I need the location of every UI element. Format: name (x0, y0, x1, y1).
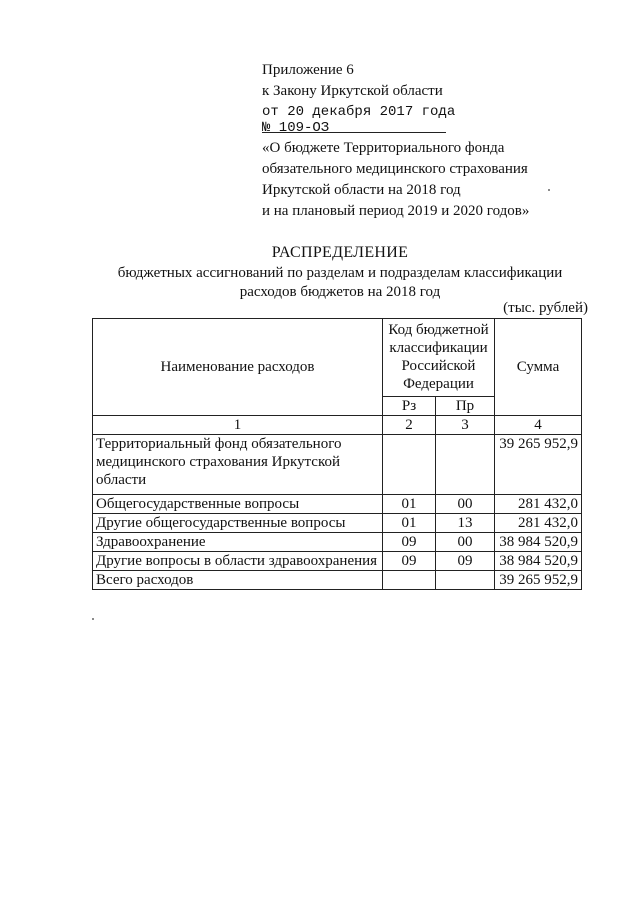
table-row (93, 552, 582, 571)
header-pr: Пр (436, 397, 495, 416)
col-number-2: 2 (383, 416, 436, 435)
table-row (93, 495, 582, 514)
scan-speck (92, 618, 94, 620)
row-pr (436, 435, 495, 495)
row-rz: 09 (383, 533, 436, 552)
row-sum: 39 265 952,9 (495, 435, 582, 495)
header-row (93, 319, 582, 397)
row-pr: 13 (436, 514, 495, 533)
row-rz (383, 435, 436, 495)
row-pr: 00 (436, 495, 495, 514)
row-rz: 01 (383, 495, 436, 514)
row-name: Здравоохранение (93, 533, 383, 552)
total-label: Всего расходов (93, 571, 383, 590)
row-name: Общегосударственные вопросы (93, 495, 383, 514)
header-sum: Сумма (495, 319, 582, 416)
total-sum: 39 265 952,9 (495, 571, 582, 590)
law-title-line-4: и на плановый период 2019 и 2020 годов» (262, 203, 530, 219)
table-row (93, 514, 582, 533)
law-reference: к Закону Иркутской области (262, 83, 443, 99)
col-number-4: 4 (495, 416, 582, 435)
row-pr: 09 (436, 552, 495, 571)
row-rz: 01 (383, 514, 436, 533)
budget-table (92, 318, 582, 590)
law-title-line-1: «О бюджете Территориального фонда (262, 140, 505, 156)
document-subtitle-2: расходов бюджетов на 2018 год (239, 284, 441, 300)
row-name: Территориальный фонд обязательного медицинского страхования Иркутской области (93, 435, 383, 495)
units-label: (тыс. рублей) (503, 300, 588, 316)
law-title-line-2: обязательного медицинского страхования (262, 161, 528, 177)
document-title: РАСПРЕДЕЛЕНИЕ (271, 244, 409, 261)
row-pr (436, 571, 495, 590)
row-pr: 00 (436, 533, 495, 552)
col-number-3: 3 (436, 416, 495, 435)
law-title-line-3: Иркутской области на 2018 год (262, 182, 461, 198)
row-name: Другие вопросы в области здравоохранения (93, 552, 383, 571)
row-sum: 38 984 520,9 (495, 552, 582, 571)
column-number-row (93, 416, 582, 435)
row-sum: 281 432,0 (495, 514, 582, 533)
row-sum: 281 432,0 (495, 495, 582, 514)
law-number: № 109-ОЗ (262, 120, 330, 136)
number-underline (262, 132, 446, 133)
row-sum: 38 984 520,9 (495, 533, 582, 552)
appendix-label: Приложение 6 (262, 62, 354, 78)
law-date: от 20 декабря 2017 года (262, 104, 456, 120)
table-row (93, 435, 582, 495)
header-code: Код бюджетной классификации Российской Федерации (383, 319, 495, 397)
header-rz: Рз (383, 397, 436, 416)
table-row (93, 533, 582, 552)
row-name: Другие общегосударственные вопросы (93, 514, 383, 533)
total-row (93, 571, 582, 590)
col-number-1: 1 (93, 416, 383, 435)
header-name: Наименование расходов (93, 319, 383, 416)
document-subtitle-1: бюджетных ассигнований по разделам и подразделам классификации (117, 265, 563, 281)
row-rz: 09 (383, 552, 436, 571)
scan-speck (548, 189, 550, 191)
row-rz (383, 571, 436, 590)
